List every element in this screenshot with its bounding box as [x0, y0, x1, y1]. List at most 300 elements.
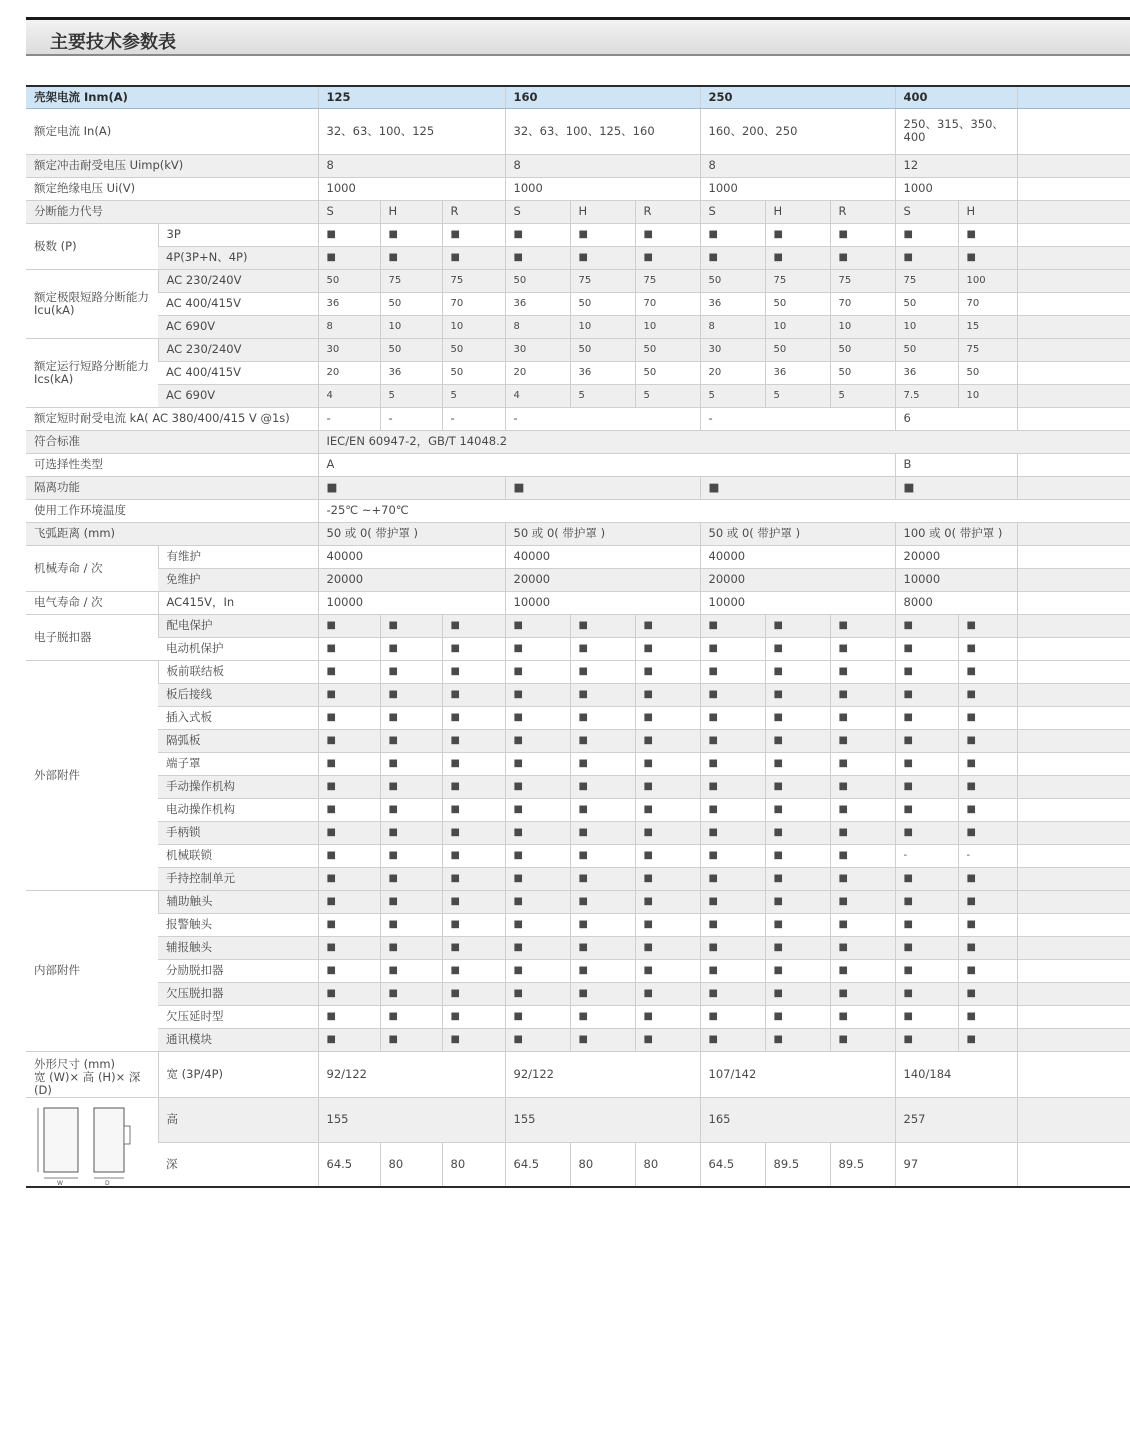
table-cell: ■	[765, 223, 830, 246]
group-label: 额定极限短路分断能力 Icu(kA)	[26, 269, 158, 338]
table-row	[26, 1097, 1130, 1142]
table-cell: 5	[442, 384, 505, 407]
table-cell: 50 或 0( 带护罩 )	[505, 522, 700, 545]
breaking-code-cell: S	[505, 200, 570, 223]
table-cell: ■	[380, 959, 442, 982]
frame-size-header: 250	[700, 86, 895, 108]
table-cell: 10	[570, 315, 635, 338]
table-cell: ■	[765, 982, 830, 1005]
table-row	[26, 706, 1130, 729]
table-cell: ■	[318, 913, 380, 936]
table-cell: 100 或 0( 带护罩 )	[895, 522, 1017, 545]
dimensions-label-line2: 宽 (W)× 高 (H)× 深 (D)	[34, 1069, 141, 1097]
table-cell: 36	[318, 292, 380, 315]
table-cell: 10000	[505, 591, 700, 614]
table-spacer-cell	[1017, 223, 1130, 246]
table-cell: ■	[635, 936, 700, 959]
table-cell: ■	[318, 729, 380, 752]
table-cell: ■	[442, 1005, 505, 1028]
group-label: 外部附件	[26, 660, 158, 890]
sub-label: 手柄锁	[158, 821, 318, 844]
table-cell: ■	[765, 1028, 830, 1051]
table-cell: 1000	[318, 177, 505, 200]
table-cell: ■	[765, 913, 830, 936]
sub-label: 欠压延时型	[158, 1005, 318, 1028]
table-cell: ■	[700, 246, 765, 269]
table-row	[26, 315, 1130, 338]
group-label: 极数 (P)	[26, 223, 158, 269]
table-cell: ■	[505, 798, 570, 821]
table-cell: ■	[958, 798, 1017, 821]
table-cell: 50	[505, 269, 570, 292]
table-spacer-cell	[1017, 706, 1130, 729]
table-cell: ■	[380, 706, 442, 729]
table-cell: 97	[895, 1142, 1017, 1187]
table-cell: ■	[380, 223, 442, 246]
row-label: 飞弧距离 (mm)	[26, 522, 318, 545]
table-cell: 4	[505, 384, 570, 407]
table-cell: 30	[700, 338, 765, 361]
table-cell: 5	[380, 384, 442, 407]
table-cell: ■	[318, 752, 380, 775]
table-spacer-cell	[1017, 936, 1130, 959]
table-spacer-cell	[1017, 844, 1130, 867]
table-cell: ■	[442, 913, 505, 936]
sub-label: 欠压脱扣器	[158, 982, 318, 1005]
table-cell: ■	[442, 660, 505, 683]
table-row	[26, 108, 1130, 154]
table-cell: ■	[570, 890, 635, 913]
table-cell: ■	[895, 246, 958, 269]
table-cell: 50 或 0( 带护罩 )	[700, 522, 895, 545]
table-spacer-cell	[1017, 269, 1130, 292]
sub-label: 深	[158, 1142, 318, 1187]
row-label: 电气寿命 / 次	[26, 591, 158, 614]
table-spacer-cell	[1017, 637, 1130, 660]
table-cell: ■	[318, 637, 380, 660]
table-cell: ■	[380, 614, 442, 637]
sub-label: 端子罩	[158, 752, 318, 775]
table-cell: ■	[442, 752, 505, 775]
table-cell: 1000	[895, 177, 1017, 200]
table-cell: ■	[570, 1028, 635, 1051]
table-cell: 155	[318, 1097, 505, 1142]
table-cell: ■	[895, 476, 1017, 499]
group-label: 额定运行短路分断能力 Ics(kA)	[26, 338, 158, 407]
table-cell: ■	[635, 982, 700, 1005]
table-cell: ■	[570, 775, 635, 798]
table-cell: ■	[765, 959, 830, 982]
table-cell: ■	[570, 614, 635, 637]
table-cell: 75	[765, 269, 830, 292]
table-cell: ■	[635, 637, 700, 660]
table-row	[26, 936, 1130, 959]
table-cell: 92/122	[318, 1051, 505, 1097]
breaker-dimension-drawing	[34, 1104, 138, 1186]
row-label: 额定绝缘电压 Ui(V)	[26, 177, 318, 200]
table-cell: -	[442, 407, 505, 430]
table-cell: -	[895, 844, 958, 867]
table-cell: ■	[830, 752, 895, 775]
table-cell: ■	[442, 959, 505, 982]
table-cell: ■	[830, 683, 895, 706]
table-spacer-cell	[1017, 729, 1130, 752]
table-cell: ■	[700, 660, 765, 683]
table-cell: ■	[830, 775, 895, 798]
table-cell: ■	[505, 683, 570, 706]
table-cell: 10000	[700, 591, 895, 614]
table-cell: ■	[570, 936, 635, 959]
table-spacer-cell	[1017, 913, 1130, 936]
table-cell: ■	[570, 752, 635, 775]
sub-label: 4P(3P+N、4P)	[158, 246, 318, 269]
table-row	[26, 361, 1130, 384]
table-cell: ■	[830, 913, 895, 936]
table-cell: ■	[505, 1028, 570, 1051]
table-cell: ■	[442, 223, 505, 246]
table-cell: 10	[830, 315, 895, 338]
table-cell: ■	[318, 476, 505, 499]
table-cell: ■	[318, 936, 380, 959]
table-cell: 50	[635, 338, 700, 361]
table-cell: 40000	[700, 545, 895, 568]
table-cell: ■	[958, 890, 1017, 913]
row-label: 隔离功能	[26, 476, 318, 499]
table-cell: ■	[380, 246, 442, 269]
sub-label: 板前联结板	[158, 660, 318, 683]
sub-label: 辅报触头	[158, 936, 318, 959]
table-row	[26, 338, 1130, 361]
table-cell: ■	[505, 982, 570, 1005]
table-cell: ■	[635, 1005, 700, 1028]
table-row	[26, 154, 1130, 177]
table-cell: ■	[765, 660, 830, 683]
table-cell: ■	[635, 867, 700, 890]
table-cell: ■	[895, 890, 958, 913]
table-row	[26, 407, 1130, 430]
table-row	[26, 683, 1130, 706]
table-cell: 50	[442, 361, 505, 384]
table-spacer-cell	[1017, 890, 1130, 913]
table-cell: ■	[570, 223, 635, 246]
table-cell: ■	[380, 775, 442, 798]
table-cell: ■	[895, 729, 958, 752]
table-cell: ■	[958, 1005, 1017, 1028]
table-row	[26, 246, 1130, 269]
table-cell: 50	[958, 361, 1017, 384]
table-row	[26, 729, 1130, 752]
table-cell: ■	[895, 798, 958, 821]
table-cell: 40000	[505, 545, 700, 568]
table-row	[26, 200, 1130, 223]
table-cell: ■	[765, 752, 830, 775]
table-spacer-cell	[1017, 200, 1130, 223]
table-cell: ■	[570, 246, 635, 269]
table-spacer-cell	[1017, 1097, 1130, 1142]
table-spacer-cell	[1017, 1028, 1130, 1051]
table-cell: ■	[318, 683, 380, 706]
sub-label: AC415V，In	[158, 591, 318, 614]
table-cell: ■	[635, 246, 700, 269]
row-label: 分断能力代号	[26, 200, 318, 223]
table-cell: ■	[318, 1005, 380, 1028]
table-cell: ■	[570, 637, 635, 660]
table-cell: ■	[700, 1028, 765, 1051]
table-cell: ■	[505, 775, 570, 798]
table-row	[26, 1142, 1130, 1187]
table-cell: 10	[442, 315, 505, 338]
breaking-code-cell: H	[570, 200, 635, 223]
row-label: 额定短时耐受电流 kA( AC 380/400/415 V @1s)	[26, 407, 318, 430]
table-cell: ■	[570, 706, 635, 729]
table-cell: ■	[318, 890, 380, 913]
table-cell: 80	[635, 1142, 700, 1187]
table-cell: ■	[570, 798, 635, 821]
table-cell: 5	[830, 384, 895, 407]
table-cell: ■	[895, 223, 958, 246]
table-cell: 50	[570, 338, 635, 361]
frame-size-header: 400	[895, 86, 1017, 108]
table-cell: 20	[318, 361, 380, 384]
table-cell: IEC/EN 60947-2，GB/T 14048.2	[318, 430, 1130, 453]
table-spacer-cell	[1017, 86, 1130, 108]
table-cell: ■	[505, 752, 570, 775]
table-spacer-cell	[1017, 591, 1130, 614]
table-cell: ■	[958, 246, 1017, 269]
table-cell: ■	[635, 890, 700, 913]
table-spacer-cell	[1017, 315, 1130, 338]
sub-label: 3P	[158, 223, 318, 246]
table-cell: ■	[830, 614, 895, 637]
table-cell: ■	[318, 959, 380, 982]
breaking-code-cell: R	[830, 200, 895, 223]
table-spacer-cell	[1017, 1005, 1130, 1028]
table-cell: ■	[635, 798, 700, 821]
table-cell: ■	[700, 223, 765, 246]
sub-label: 辅助触头	[158, 890, 318, 913]
sub-label: AC 400/415V	[158, 292, 318, 315]
table-cell: ■	[442, 936, 505, 959]
table-spacer-cell	[1017, 108, 1130, 154]
table-row	[26, 821, 1130, 844]
table-cell: 10000	[895, 568, 1017, 591]
table-cell: 89.5	[765, 1142, 830, 1187]
table-spacer-cell	[1017, 568, 1130, 591]
table-cell: ■	[765, 1005, 830, 1028]
table-cell: ■	[505, 706, 570, 729]
table-cell: ■	[318, 706, 380, 729]
table-cell: ■	[830, 890, 895, 913]
group-label: 电子脱扣器	[26, 614, 158, 660]
table-cell: ■	[958, 775, 1017, 798]
table-row	[26, 1028, 1130, 1051]
table-cell: -	[380, 407, 442, 430]
table-cell: ■	[380, 821, 442, 844]
table-cell: ■	[765, 729, 830, 752]
table-cell: 50	[318, 269, 380, 292]
table-cell: ■	[635, 821, 700, 844]
breaking-code-cell: R	[635, 200, 700, 223]
table-cell: ■	[765, 637, 830, 660]
breaking-code-cell: H	[380, 200, 442, 223]
table-cell: 12	[895, 154, 1017, 177]
table-row	[26, 752, 1130, 775]
breaking-code-cell: S	[318, 200, 380, 223]
sub-label: 隔弧板	[158, 729, 318, 752]
row-label: 额定电流 In(A)	[26, 108, 318, 154]
table-cell: ■	[505, 913, 570, 936]
table-cell: ■	[380, 1005, 442, 1028]
table-cell: ■	[958, 223, 1017, 246]
table-cell: ■	[505, 1005, 570, 1028]
table-row	[26, 292, 1130, 315]
table-row	[26, 1051, 1130, 1097]
table-cell: ■	[895, 706, 958, 729]
table-cell: ■	[895, 637, 958, 660]
table-cell: ■	[570, 959, 635, 982]
table-cell: ■	[958, 614, 1017, 637]
table-spacer-cell	[1017, 867, 1130, 890]
table-cell: 89.5	[830, 1142, 895, 1187]
table-cell: ■	[700, 775, 765, 798]
table-cell: ■	[765, 775, 830, 798]
table-cell: 20000	[505, 568, 700, 591]
table-cell: 75	[442, 269, 505, 292]
table-spacer-cell	[1017, 821, 1130, 844]
table-cell: ■	[318, 246, 380, 269]
table-cell: ■	[958, 660, 1017, 683]
table-cell: 8	[700, 315, 765, 338]
table-cell: 8	[700, 154, 895, 177]
table-cell: ■	[895, 683, 958, 706]
table-cell: 8	[505, 315, 570, 338]
table-cell: ■	[380, 752, 442, 775]
table-cell: ■	[318, 614, 380, 637]
table-cell: ■	[380, 913, 442, 936]
table-spacer-cell	[1017, 959, 1130, 982]
frame-size-header: 125	[318, 86, 505, 108]
table-row	[26, 430, 1130, 453]
sub-label: 有维护	[158, 545, 318, 568]
table-cell: ■	[830, 798, 895, 821]
table-cell: 36	[700, 292, 765, 315]
table-cell: 32、63、100、125	[318, 108, 505, 154]
table-cell: ■	[700, 936, 765, 959]
table-cell: ■	[635, 752, 700, 775]
title-bar	[26, 17, 1130, 56]
table-cell: 10	[895, 315, 958, 338]
sub-label: AC 690V	[158, 315, 318, 338]
table-cell: ■	[765, 867, 830, 890]
table-cell: ■	[830, 706, 895, 729]
table-cell: ■	[570, 982, 635, 1005]
table-cell: 36	[765, 361, 830, 384]
group-label: 内部附件	[26, 890, 158, 1051]
table-row	[26, 545, 1130, 568]
table-cell: ■	[830, 982, 895, 1005]
table-row	[26, 959, 1130, 982]
table-cell: ■	[505, 223, 570, 246]
table-cell: A	[318, 453, 895, 476]
table-cell: ■	[318, 798, 380, 821]
table-cell: -	[958, 844, 1017, 867]
table-cell: 50	[895, 292, 958, 315]
table-cell: ■	[765, 936, 830, 959]
table-cell: ■	[765, 614, 830, 637]
table-cell: ■	[442, 867, 505, 890]
table-cell: ■	[570, 660, 635, 683]
table-row	[26, 591, 1130, 614]
table-cell: 75	[570, 269, 635, 292]
frame-current-header: 壳架电流 Inm(A)	[26, 86, 318, 108]
table-cell: ■	[895, 1028, 958, 1051]
table-cell: ■	[958, 752, 1017, 775]
table-cell: ■	[505, 844, 570, 867]
sub-label: 插入式板	[158, 706, 318, 729]
table-cell: 50	[700, 269, 765, 292]
table-cell: ■	[442, 637, 505, 660]
table-cell: ■	[505, 959, 570, 982]
table-cell: ■	[765, 798, 830, 821]
table-cell: ■	[895, 913, 958, 936]
table-cell: ■	[895, 867, 958, 890]
table-row	[26, 384, 1130, 407]
table-cell: 160、200、250	[700, 108, 895, 154]
table-cell: -25℃ ~+70℃	[318, 499, 1130, 522]
table-cell: ■	[635, 683, 700, 706]
table-cell: ■	[380, 982, 442, 1005]
table-cell: 20	[700, 361, 765, 384]
table-cell: ■	[442, 775, 505, 798]
table-cell: ■	[380, 683, 442, 706]
table-cell: 15	[958, 315, 1017, 338]
figure-label-d: D	[105, 1179, 110, 1186]
sub-label: 配电保护	[158, 614, 318, 637]
table-cell: ■	[442, 890, 505, 913]
table-cell: ■	[570, 913, 635, 936]
table-cell: ■	[958, 1028, 1017, 1051]
table-cell: ■	[570, 821, 635, 844]
table-cell: 6	[895, 407, 1017, 430]
table-cell: -	[318, 407, 380, 430]
table-cell: ■	[700, 867, 765, 890]
table-row	[26, 798, 1130, 821]
table-spacer-cell	[1017, 798, 1130, 821]
table-cell: 250、315、350、400	[895, 108, 1017, 154]
breaking-code-cell: H	[958, 200, 1017, 223]
row-label: 额定冲击耐受电压 Uimp(kV)	[26, 154, 318, 177]
table-cell: ■	[318, 775, 380, 798]
table-row	[26, 86, 1130, 108]
table-cell: 36	[505, 292, 570, 315]
table-row	[26, 867, 1130, 890]
table-cell: 10	[635, 315, 700, 338]
row-label: 可选择性类型	[26, 453, 318, 476]
sub-label: 分励脱扣器	[158, 959, 318, 982]
table-cell: ■	[895, 936, 958, 959]
table-row	[26, 844, 1130, 867]
table-cell: 5	[700, 384, 765, 407]
table-cell: ■	[505, 614, 570, 637]
table-cell: ■	[895, 614, 958, 637]
table-row	[26, 453, 1130, 476]
table-cell: ■	[380, 1028, 442, 1051]
table-cell: ■	[635, 706, 700, 729]
table-cell: ■	[830, 959, 895, 982]
table-cell: 155	[505, 1097, 700, 1142]
table-cell: ■	[830, 821, 895, 844]
table-cell: ■	[830, 729, 895, 752]
